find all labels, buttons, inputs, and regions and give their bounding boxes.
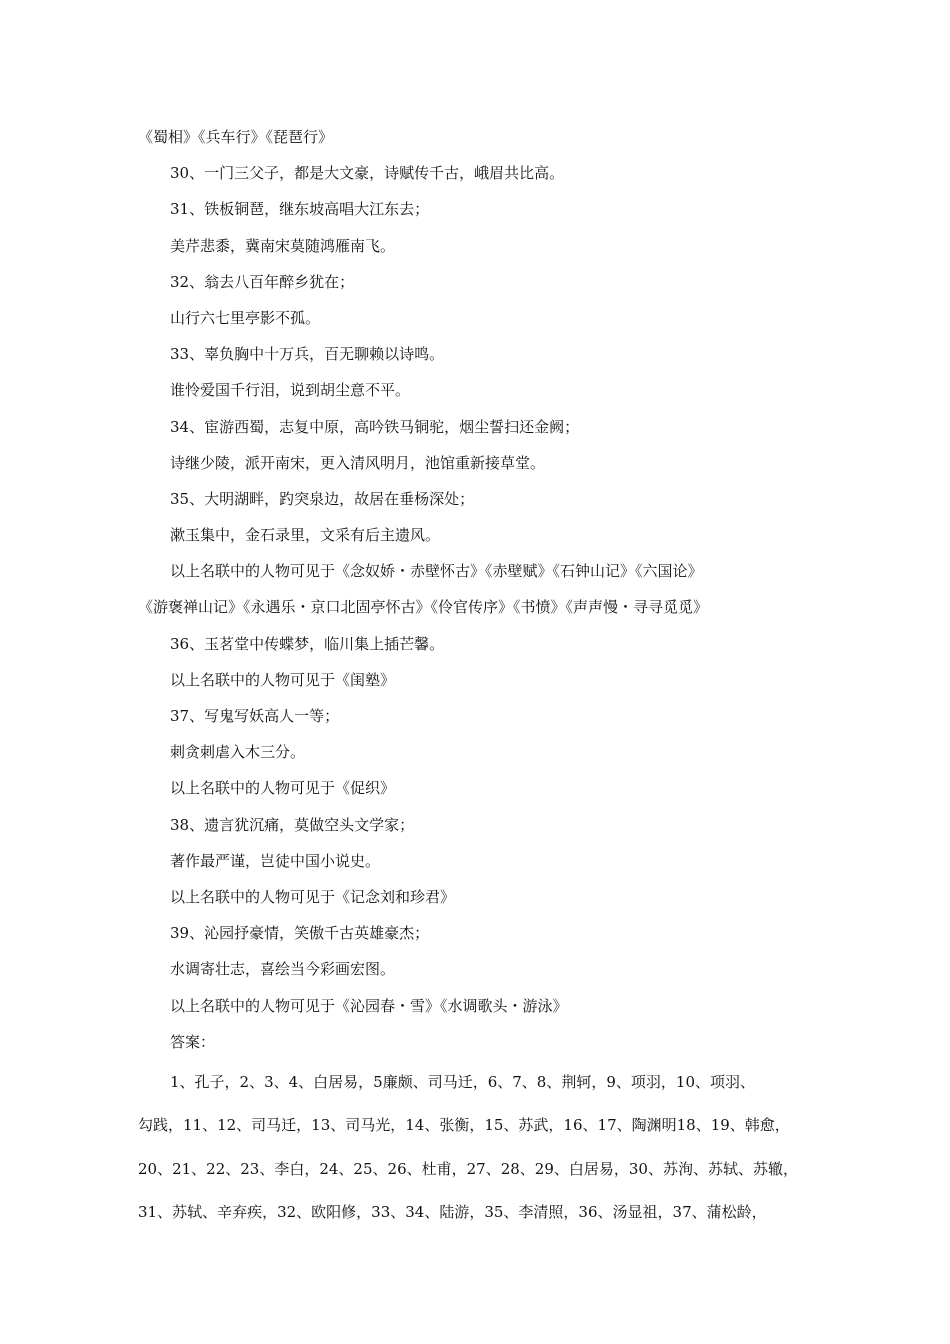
text-line: 以上名联中的人物可见于《闺塾》 — [170, 670, 396, 689]
text-line: 32、翁去八百年醉乡犹在； — [170, 272, 355, 291]
text-line: 以上名联中的人物可见于《沁园春・雪》《水调歌头・游泳》 — [170, 996, 568, 1015]
answer-lines — [138, 1067, 828, 1241]
text-line: 30、一门三父子，都是大文豪，诗赋传千古，峨眉共比高。 — [170, 164, 565, 183]
text-line: 31、铁板铜琶，继东坡高唱大江东去； — [170, 200, 430, 219]
text-line: 诗继少陵，派开南宋，更入清风明月，池馆重新接草堂。 — [170, 453, 546, 472]
text-line: 著作最严谨，岂徒中国小说史。 — [170, 851, 381, 870]
text-line: 刺贪刺虐入木三分。 — [170, 743, 306, 762]
text-line: 31、苏轼、辛弃疾，32、欧阳修，33、34、陆游，35、李清照，36、汤显祖，37、蒲松龄， — [138, 1203, 767, 1222]
text-line: 《蜀相》《兵车行》《琵琶行》 — [138, 128, 334, 146]
text-line: 美芹悲黍，冀南宋莫随鸿雁南飞。 — [170, 236, 396, 255]
text-line: 勾践，11、12、司马迁，13、司马光，14、张衡，15、苏武，16、17、陶渊明18、19、韩愈， — [138, 1116, 790, 1135]
text-line: 以上名联中的人物可见于《念奴娇・赤壁怀古》《赤壁赋》《石钟山记》《六国论》 — [170, 562, 703, 581]
text-line: 39、沁园抒豪情，笑傲千古英雄豪杰； — [170, 924, 430, 943]
text-line: 漱玉集中，金石录里，文采有后主遗风。 — [170, 526, 441, 545]
text-line: 37、写鬼写妖高人一等； — [170, 707, 340, 725]
text-line: 以上名联中的人物可见于《记念刘和珍君》 — [170, 887, 456, 906]
text-line: 水调寄壮志，喜绘当今彩画宏图。 — [170, 960, 396, 979]
text-line: 34、宦游西蜀，志复中原，高吟铁马铜驼，烟尘誓扫还金阙； — [170, 417, 580, 436]
text-line: 以上名联中的人物可见于《促织》 — [170, 779, 396, 798]
text-line: 1、孔子，2、3、4、白居易，5廉颇、司马迁，6、7、8、荆轲，9、项羽，10、项羽、 — [170, 1072, 755, 1091]
text-line: 《游褒禅山记》《永遇乐・京口北固亭怀古》《伶官传序》《书愤》《声声慢・寻寻觅觅》 — [138, 598, 709, 617]
text-line: 谁怜爱国千行泪，说到胡尘意不平。 — [170, 381, 411, 400]
text-lines — [138, 122, 828, 1063]
text-line: 答案： — [170, 1032, 216, 1051]
text-line: 35、大明湖畔，趵突泉边，故居在垂杨深处； — [170, 489, 475, 508]
document-body — [138, 122, 828, 1241]
text-line: 36、玉茗堂中传蝶梦，临川集上插芒馨。 — [170, 634, 445, 653]
text-line: 38、遗言犹沉痛，莫做空头文学家； — [170, 815, 415, 834]
text-line: 山行六七里亭影不孤。 — [170, 308, 321, 327]
text-line: 20、21、22、23、李白，24、25、26、杜甫，27、28、29、白居易，30、苏洵、苏轼、苏辙， — [138, 1159, 798, 1178]
text-line: 33、辜负胸中十万兵，百无聊赖以诗鸣。 — [170, 345, 445, 364]
